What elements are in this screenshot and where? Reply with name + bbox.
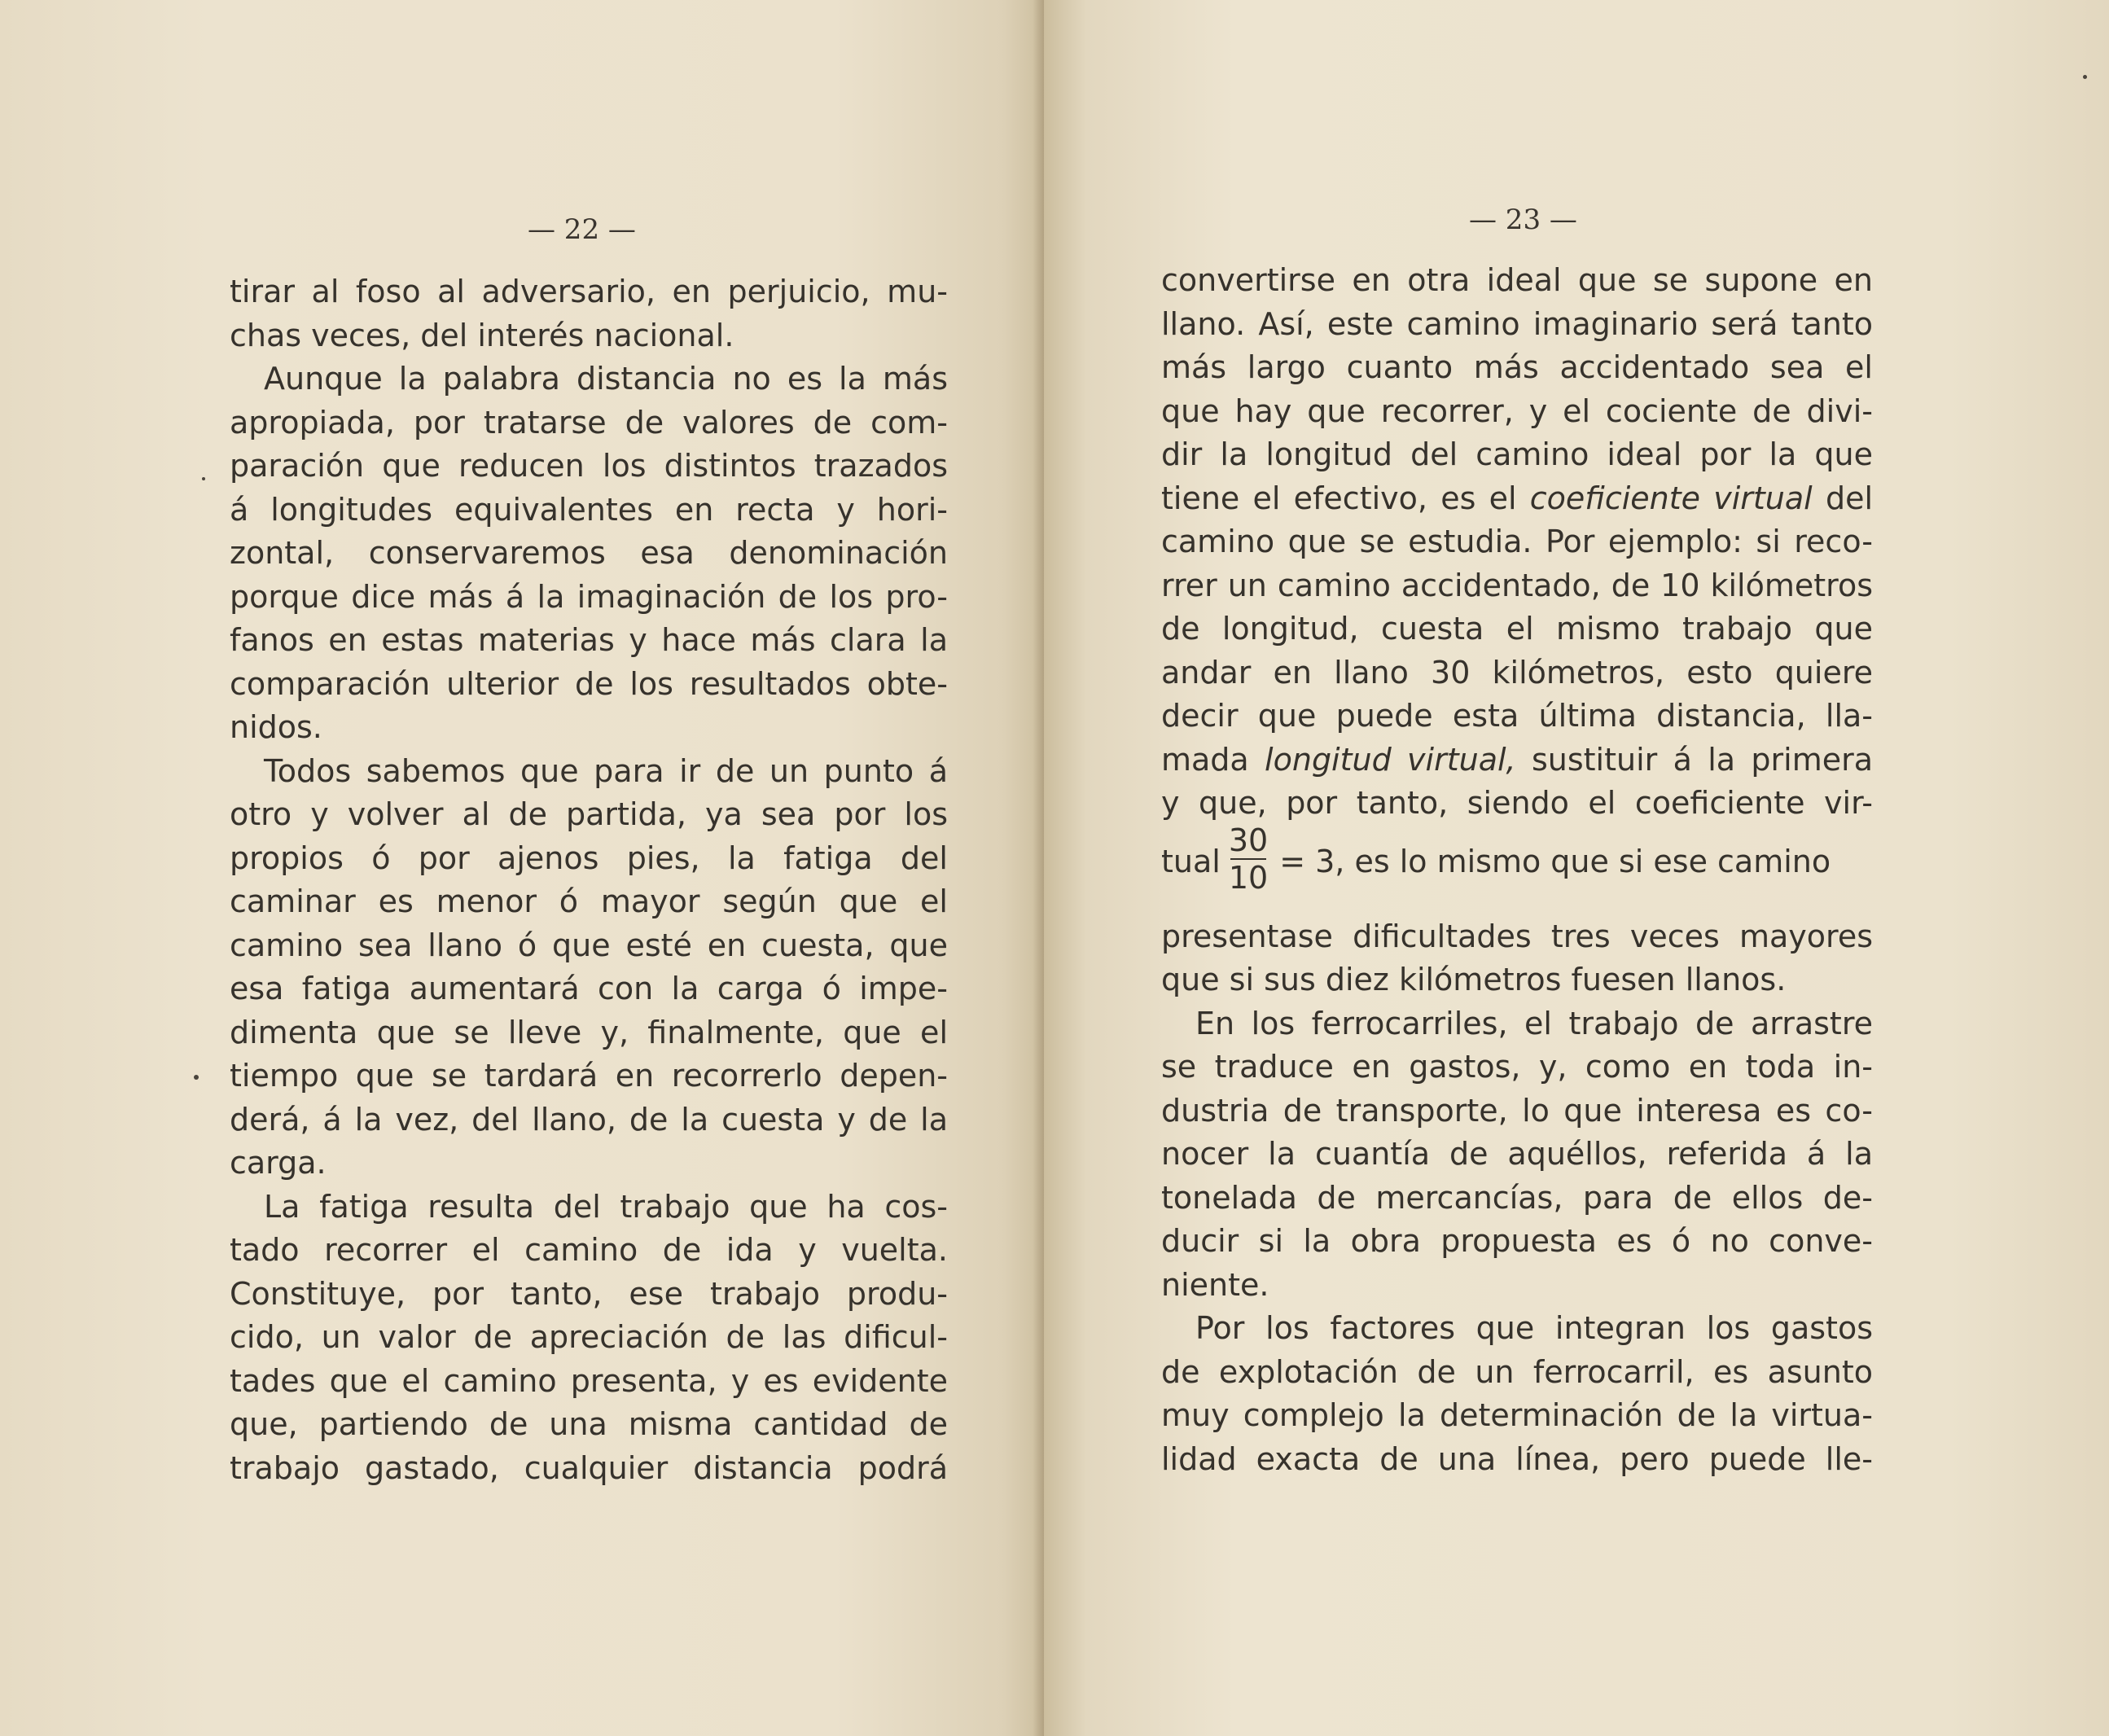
text-line: rrer un camino accidentado, de 10 kilómetros (1161, 567, 1873, 603)
fraction-suffix: = 3, es lo mismo que si ese camino (1279, 843, 1831, 879)
text-line: ducir si la obra propuesta es ó no conve- (1161, 1223, 1873, 1259)
page-speck (2083, 75, 2087, 79)
text-line: En los ferrocarriles, el trabajo de arrastre (1195, 1005, 1873, 1041)
text-line: más largo cuanto más accidentado sea el (1161, 349, 1873, 385)
text-line: esa fatiga aumentará con la carga ó impe- (230, 971, 948, 1006)
fraction (1229, 822, 1268, 896)
text-line: convertirse en otra ideal que se supone en (1161, 262, 1873, 298)
text-line: de explotación de un ferrocarril, es asunto (1161, 1353, 1873, 1390)
text-line: Constituye, por tanto, ese trabajo produ- (230, 1275, 948, 1312)
text-line: decir que puede esta última distancia, lla- (1161, 698, 1873, 734)
fraction-line (1161, 822, 1873, 915)
text-run: tiene el efectivo, es el (1161, 480, 1530, 516)
text-line: dustria de transporte, lo que interesa es co- (1161, 1092, 1873, 1129)
text-run: del (1812, 480, 1874, 516)
text-line: apropiada, por tratarse de valores de com- (230, 404, 948, 441)
right-page (1044, 0, 2109, 1736)
right-page-text (1161, 259, 1873, 1481)
left-page (0, 0, 1044, 1736)
text-line: Todos sabemos que para ir de un punto á (264, 752, 948, 789)
left-page-text (230, 270, 948, 1490)
text-line: chas veces, del interés nacional. (230, 317, 734, 353)
text-line: niente. (1161, 1266, 1269, 1303)
text-line: fanos en estas materias y hace más clara la (230, 622, 948, 658)
text-line: dir la longitud del camino ideal por la que (1161, 436, 1873, 472)
text-line: Por los factores que integran los gastos (1195, 1310, 1873, 1346)
text-line: camino sea llano ó que esté en cuesta, que (230, 927, 948, 963)
text-line: llano. Así, este camino imaginario será tanto (1161, 305, 1873, 342)
text-line: camino que se estudia. Por ejemplo: si reco- (1161, 524, 1873, 559)
text-line: propios ó por ajenos pies, la fatiga del (230, 840, 948, 876)
text-line: trabajo gastado, cualquier distancia podrá (230, 1449, 948, 1486)
text-line: que hay que recorrer, y el cociente de divi- (1161, 392, 1873, 429)
text-line: tado recorrer el camino de ida y vuelta. (230, 1232, 948, 1268)
text-line: nocer la cuantía de aquéllos, referida á la (1161, 1136, 1873, 1172)
text-line: derá, á la vez, del llano, de la cuesta y de la (230, 1101, 948, 1138)
text-line: y que, por tanto, siendo el coeficiente vir- (1161, 785, 1873, 821)
text-line: caminar es menor ó mayor según que el (230, 883, 948, 919)
text-line: dimenta que se lleve y, finalmente, que el (230, 1014, 948, 1050)
text-line: otro y volver al de partida, ya sea por los (230, 796, 948, 832)
text-line: Aunque la palabra distancia no es la más (264, 361, 948, 397)
text-line: presentase dificultades tres veces mayores (1161, 918, 1873, 954)
page-number-left: — 22 — (528, 213, 636, 246)
text-line: tonelada de mercancías, para de ellos de- (1161, 1179, 1873, 1216)
text-line: que si sus diez kilómetros fuesen llanos. (1161, 962, 1787, 997)
text-line (1161, 739, 1873, 783)
text-line: lidad exacta de una línea, pero puede lle- (1161, 1440, 1873, 1477)
text-line: La fatiga resulta del trabajo que ha cos- (264, 1188, 948, 1225)
text-line: carga. (230, 1145, 327, 1181)
fraction-numerator: 30 (1228, 822, 1269, 858)
page-speck (202, 477, 205, 480)
text-run: sustituir á la primera (1515, 741, 1874, 778)
text-line: se traduce en gastos, y, como en toda in- (1161, 1049, 1873, 1085)
fraction-denominator: 10 (1228, 859, 1269, 896)
text-line: nidos. (230, 709, 322, 745)
text-line: á longitudes equivalentes en recta y hori- (230, 491, 948, 528)
text-line: comparación ulterior de los resultados obte- (230, 665, 948, 702)
text-line: que, partiendo de una misma cantidad de (230, 1406, 948, 1442)
text-line: muy complejo la determinación de la virtua- (1161, 1397, 1873, 1433)
page-number-right: — 23 — (1469, 204, 1577, 236)
text-run: mada (1161, 741, 1265, 778)
text-line: paración que reducen los distintos trazados (230, 448, 948, 484)
text-line: zontal, conservaremos esa denominación (230, 535, 948, 571)
text-line: andar en llano 30 kilómetros, esto quiere (1161, 654, 1873, 690)
text-line: tades que el camino presenta, y es evidente (230, 1362, 948, 1399)
page-speck (194, 1075, 199, 1080)
italic-term: coeficiente virtual (1529, 480, 1813, 516)
italic-term: longitud virtual, (1265, 741, 1516, 778)
text-line: porque dice más á la imaginación de los pro- (230, 578, 948, 615)
text-line (1161, 477, 1873, 521)
text-line: tirar al foso al adversario, en perjuicio, mu- (230, 274, 948, 309)
text-line: de longitud, cuesta el mismo trabajo que (1161, 611, 1873, 647)
fraction-prefix: tual (1161, 843, 1221, 879)
text-line: cido, un valor de apreciación de las dificul- (230, 1319, 948, 1355)
text-line: tiempo que se tardará en recorrerlo depen- (230, 1058, 948, 1094)
